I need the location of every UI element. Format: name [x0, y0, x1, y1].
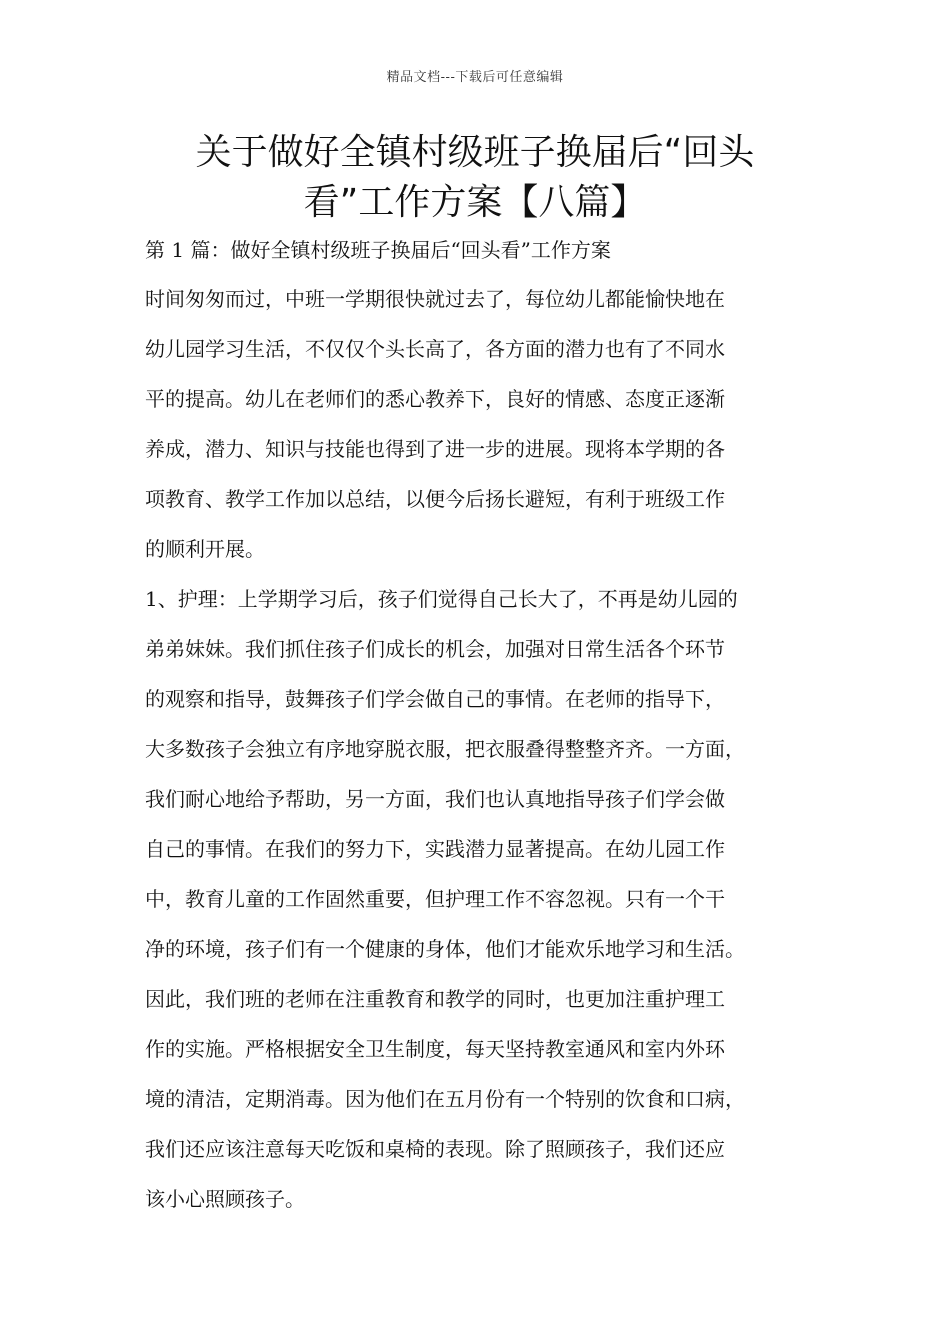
paragraph-line: 平的提高。幼儿在老师们的悉心教养下，良好的情感、态度正逐渐 — [145, 387, 725, 411]
paragraph-line: 项教育、教学工作加以总结，以便今后扬长避短，有利于班级工作 — [145, 487, 725, 511]
paragraph-line: 的顺利开展。 — [145, 537, 265, 561]
paragraph-line: 的观察和指导，鼓舞孩子们学会做自己的事情。在老师的指导下， — [145, 687, 725, 711]
paragraph-line: 弟弟妹妹。我们抓住孩子们成长的机会，加强对日常生活各个环节 — [145, 637, 725, 661]
paragraph-line: 作的实施。严格根据安全卫生制度，每天坚持教室通风和室内外环 — [145, 1037, 725, 1061]
paragraph-line: 养成，潜力、知识与技能也得到了进一步的进展。现将本学期的各 — [145, 437, 725, 461]
title-line: 看”工作方案【八篇】 — [303, 182, 647, 223]
paragraph-line: 1、护理：上学期学习后，孩子们觉得自己长大了，不再是幼儿园的 — [145, 587, 738, 611]
title-line: 关于做好全镇村级班子换届后“回头 — [195, 132, 755, 173]
paragraph-line: 净的环境，孩子们有一个健康的身体，他们才能欢乐地学习和生活。 — [145, 937, 745, 961]
document-title — [140, 128, 810, 228]
paragraph-line: 我们耐心地给予帮助，另一方面，我们也认真地指导孩子们学会做 — [145, 787, 725, 811]
header-note: 精品文档---下载后可任意编辑 — [386, 70, 564, 85]
paragraph-line: 我们还应该注意每天吃饭和桌椅的表现。除了照顾孩子，我们还应 — [145, 1137, 725, 1161]
paragraph — [145, 274, 825, 574]
paragraph-line: 中，教育儿童的工作固然重要，但护理工作不容忽视。只有一个干 — [145, 887, 725, 911]
paragraph-line: 时间匆匆而过，中班一学期很快就过去了，每位幼儿都能愉快地在 — [145, 287, 725, 311]
paragraph-line: 幼儿园学习生活，不仅仅个头长高了，各方面的潜力也有了不同水 — [145, 337, 725, 361]
paragraph-line: 大多数孩子会独立有序地穿脱衣服，把衣服叠得整整齐齐。一方面， — [145, 737, 745, 761]
paragraph — [145, 574, 825, 1224]
section-heading: 第 1 篇：做好全镇村级班子换届后“回头看”工作方案 — [145, 238, 611, 262]
paragraph-line: 该小心照顾孩子。 — [145, 1187, 305, 1211]
paragraph-line: 境的清洁，定期消毒。因为他们在五月份有一个特别的饮食和口病， — [145, 1087, 745, 1111]
paragraph-line: 自己的事情。在我们的努力下，实践潜力显著提高。在幼儿园工作 — [145, 837, 725, 861]
paragraph-line: 因此，我们班的老师在注重教育和教学的同时，也更加注重护理工 — [145, 987, 725, 1011]
